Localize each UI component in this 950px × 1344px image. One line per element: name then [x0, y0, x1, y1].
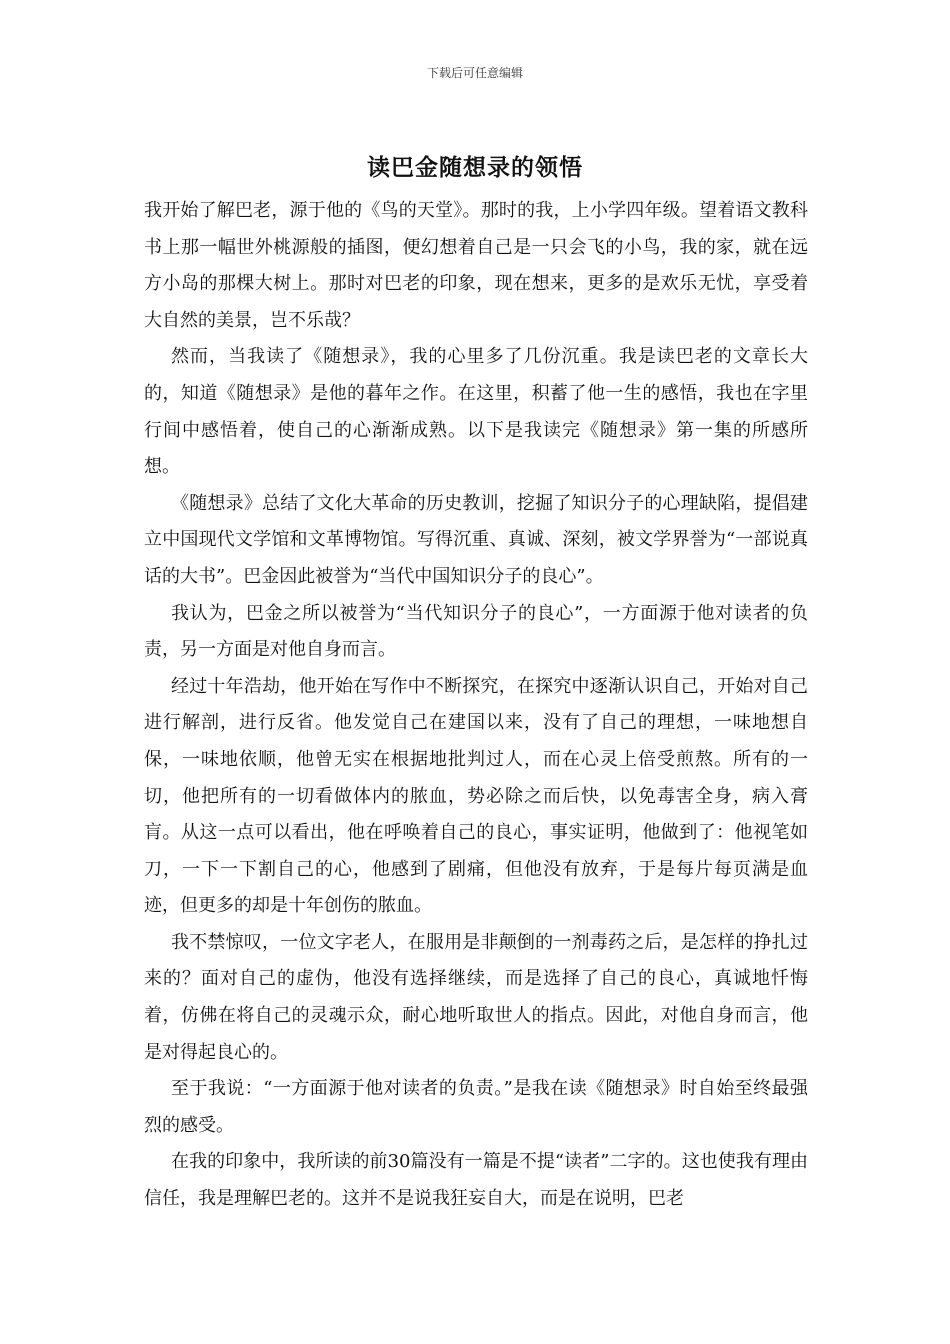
- document-title: 读巴金随想录的领悟: [367, 154, 583, 181]
- paragraph-8: 在我的印象中，我所读的前30篇没有一篇是不提“读者”二字的。这也使我有理由信任，我是理解巴老的。这并不是说我狂妄自大，而是在说明，巴老: [144, 1151, 808, 1210]
- paragraph-3: 《随想录》总结了文化大革命的历史教训，挖掘了知识分子的心理缺陷，提倡建立中国现代文学馆和文革博物馆。写得沉重、真诚、深刻，被文学界誉为“一部说真话的大书”。巴金因此被誉为“当代中国知识分子的良心”。: [144, 492, 808, 587]
- document-body: [144, 193, 808, 1218]
- paragraph-4: 我认为，巴金之所以被誉为“当代知识分子的良心”，一方面源于他对读者的负责，另一方面是对他自身而言。: [144, 602, 808, 661]
- paragraph-5: 经过十年浩劫，他开始在写作中不断探究，在探究中逐渐认识自己，开始对自己进行解剖，进行反省。他发觉自己在建国以来，没有了自己的理想，一味地想自保，一味地依顺，他曾无实在根据地批判过人，而在心灵上倍受煎熬。所有的一切，他把所有的一切看做体内的脓血，势必除之而后快，以免毒害全身，病入膏肓。从这一点可以看出，他在呼唤着自己的良心，事实证明，他做到了：他视笔如刀，一下一下割自己的心，他感到了剧痛，但他没有放弃，于是每片每页满是血迹，但更多的却是十年创伤的脓血。: [144, 675, 808, 917]
- paragraph-6: 我不禁惊叹，一位文字老人，在服用是非颠倒的一剂毒药之后，是怎样的挣扎过来的？面对自己的虚伪，他没有选择继续，而是选择了自己的良心，真诚地忏悔着，仿佛在将自己的灵魂示众，耐心地听取世人的指点。因此，对他自身而言，他是对得起良心的。: [144, 931, 808, 1063]
- paragraph-1: 我开始了解巴老，源于他的《鸟的天堂》。那时的我，上小学四年级。望着语文教科书上那一幅世外桃源般的插图，便幻想着自己是一只会飞的小鸟，我的家，就在远方小岛的那棵大树上。那时对巴老的印象，现在想来，更多的是欢乐无忧，享受着大自然的美景，岂不乐哉？: [144, 200, 808, 331]
- page-header: 下载后可任意编辑: [426, 66, 523, 80]
- paragraph-7: 至于我说：“一方面源于他对读者的负责。”是我在读《随想录》时自始至终最强烈的感受。: [144, 1078, 808, 1136]
- paragraph-2: 然而，当我读了《随想录》，我的心里多了几份沉重。我是读巴老的文章长大的，知道《随想录》是他的暮年之作。在这里，积蓄了他一生的感悟，我也在字里行间中感悟着，使自己的心渐渐成熟。以下是我读完《随想录》第一集的所感所想。: [144, 346, 808, 478]
